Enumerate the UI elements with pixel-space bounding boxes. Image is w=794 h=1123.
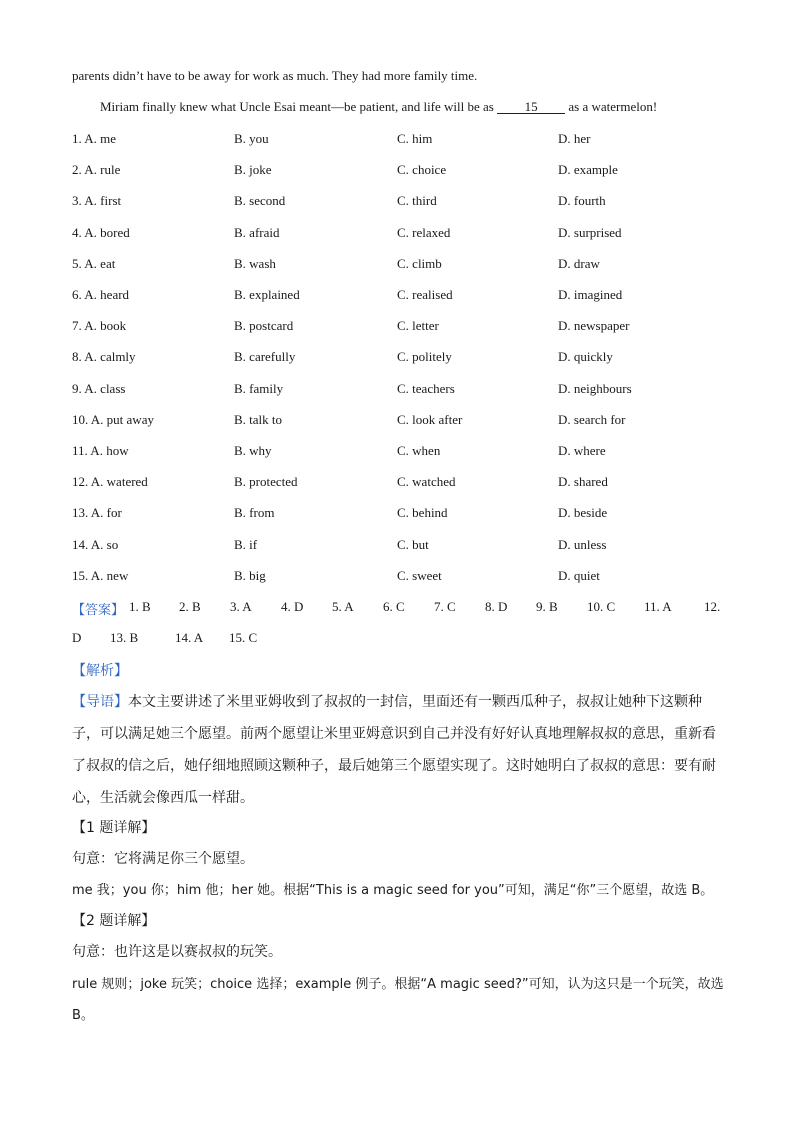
option-a: 15. A. new — [72, 568, 129, 583]
option-a: 1. A. me — [72, 131, 117, 146]
option-d: D. newspaper — [558, 318, 630, 333]
option-a: 12. A. watered — [72, 474, 148, 489]
option-c: C. him — [397, 131, 433, 146]
answer-item: 15. C — [229, 630, 258, 645]
question-options-row — [72, 193, 732, 211]
option-a: 10. A. put away — [72, 412, 154, 427]
option-b: B. explained — [234, 287, 300, 302]
option-c: C. realised — [397, 287, 453, 302]
question-options-row — [72, 474, 732, 492]
option-a: 3. A. first — [72, 193, 122, 208]
question-options-row — [72, 381, 732, 399]
option-c: C. choice — [397, 162, 447, 177]
option-a: 2. A. rule — [72, 162, 121, 177]
option-d: D. where — [558, 443, 606, 458]
option-c: C. look after — [397, 412, 463, 427]
option-d: D. quiet — [558, 568, 600, 583]
option-a: 7. A. book — [72, 318, 127, 333]
option-a: 5. A. eat — [72, 256, 116, 271]
option-b: B. family — [234, 381, 284, 396]
option-b: B. big — [234, 568, 266, 583]
answer-tag: 【答案】 — [72, 602, 125, 617]
answer-item: 2. B — [179, 599, 201, 614]
answer-item: 14. A — [175, 630, 204, 645]
guide-tag: 【导语】 — [72, 694, 128, 710]
question-options-row — [72, 349, 732, 367]
option-d: D. draw — [558, 256, 600, 271]
question-options-row — [72, 412, 732, 430]
question-options-row — [72, 568, 732, 586]
answer-item: 8. D — [485, 599, 508, 614]
answer-item: 12. — [704, 599, 721, 614]
guide-line-2: 子，可以满足她三个愿望。前两个愿望让米里亚姆意识到自己并没有好好认真地理解叔叔的意思，重新看 — [72, 726, 716, 742]
option-d: D. imagined — [558, 287, 623, 302]
answer-item: 1. B — [129, 599, 151, 614]
option-a: 11. A. how — [72, 443, 129, 458]
answer-item: 11. A — [644, 599, 672, 614]
option-a: 14. A. so — [72, 537, 119, 552]
option-b: B. from — [234, 505, 275, 520]
option-b: B. talk to — [234, 412, 283, 427]
analysis-heading: 【解析】 — [72, 663, 128, 679]
question-options-row — [72, 131, 732, 149]
answer-item: 4. D — [281, 599, 304, 614]
answer-item: 10. C — [587, 599, 616, 614]
q2-explanation-line-2: B。 — [72, 1008, 94, 1023]
option-c: C. watched — [397, 474, 456, 489]
answer-item: 5. A — [332, 599, 354, 614]
option-b: B. wash — [234, 256, 276, 271]
option-b: B. why — [234, 443, 272, 458]
option-c: C. politely — [397, 349, 452, 364]
option-a: 9. A. class — [72, 381, 126, 396]
answer-row-2 — [72, 630, 312, 648]
option-a: 8. A. calmly — [72, 349, 136, 364]
option-a: 6. A. heard — [72, 287, 130, 302]
q2-explanation-line-1: rule 规则；joke 玩笑；choice 选择；example 例子。根据“A magic seed?”可知，认为这只是一个玩笑，故选 — [72, 977, 724, 992]
option-b: B. you — [234, 131, 269, 146]
option-b: B. postcard — [234, 318, 294, 333]
blank-15: 15 — [497, 100, 565, 114]
question-options-row — [72, 162, 732, 180]
passage-line-1: parents didn’t have to be away for work as much. They had more family time. — [72, 68, 478, 83]
passage-line-2 — [100, 99, 657, 115]
answer-item: 6. C — [383, 599, 405, 614]
option-b: B. carefully — [234, 349, 296, 364]
option-d: D. shared — [558, 474, 608, 489]
question-options-row — [72, 505, 732, 523]
guide-text: 本文主要讲述了米里亚姆收到了叔叔的一封信，里面还有一颗西瓜种子，叔叔让她种下这颗种 — [128, 694, 702, 710]
option-a: 13. A. for — [72, 505, 122, 520]
option-c: C. third — [397, 193, 437, 208]
guide-line-1 — [72, 691, 702, 711]
option-d: D. search for — [558, 412, 626, 427]
option-c: C. letter — [397, 318, 439, 333]
option-c: C. relaxed — [397, 225, 451, 240]
passage-text-after-blank: as a watermelon! — [565, 99, 658, 114]
option-b: B. if — [234, 537, 258, 552]
question-options-row — [72, 225, 732, 243]
q2-detail-heading: 【2 题详解】 — [72, 913, 156, 929]
question-options-row — [72, 287, 732, 305]
option-d: D. unless — [558, 537, 607, 552]
option-c: C. when — [397, 443, 441, 458]
answer-item: 13. B — [110, 630, 139, 645]
option-b: B. afraid — [234, 225, 280, 240]
question-options-row — [72, 443, 732, 461]
option-c: C. climb — [397, 256, 442, 271]
answer-item: D — [72, 630, 82, 645]
option-d: D. beside — [558, 505, 608, 520]
passage-text-before-blank: Miriam finally knew what Uncle Esai meant—be patient, and life will be as — [100, 99, 498, 114]
question-options-row — [72, 256, 732, 274]
option-c: C. behind — [397, 505, 448, 520]
answer-item: 7. C — [434, 599, 456, 614]
option-b: B. protected — [234, 474, 298, 489]
option-d: D. fourth — [558, 193, 606, 208]
option-d: D. quickly — [558, 349, 613, 364]
q1-meaning: 句意：它将满足你三个愿望。 — [72, 851, 254, 867]
guide-line-4: 心，生活就会像西瓜一样甜。 — [72, 790, 254, 806]
option-c: C. sweet — [397, 568, 442, 583]
option-d: D. example — [558, 162, 618, 177]
option-c: C. teachers — [397, 381, 455, 396]
option-c: C. but — [397, 537, 429, 552]
option-b: B. joke — [234, 162, 272, 177]
guide-line-3: 了叔叔的信之后，她仔细地照顾这颗种子，最后她第三个愿望实现了。这时她明白了叔叔的意思：要有耐 — [72, 758, 716, 774]
q1-explanation: me 我；you 你；him 他；her 她。根据“This is a magic seed for you”可知，满足“你”三个愿望，故选 B。 — [72, 883, 714, 898]
option-d: D. surprised — [558, 225, 622, 240]
option-d: D. her — [558, 131, 591, 146]
answer-row-1 — [72, 599, 722, 617]
q1-detail-heading: 【1 题详解】 — [72, 820, 156, 836]
q2-meaning: 句意：也许这是以赛叔叔的玩笑。 — [72, 944, 282, 960]
option-a: 4. A. bored — [72, 225, 130, 240]
answer-item: 9. B — [536, 599, 558, 614]
question-options-row — [72, 537, 732, 555]
option-d: D. neighbours — [558, 381, 632, 396]
question-options-row — [72, 318, 732, 336]
option-b: B. second — [234, 193, 286, 208]
answer-item: 3. A — [230, 599, 252, 614]
